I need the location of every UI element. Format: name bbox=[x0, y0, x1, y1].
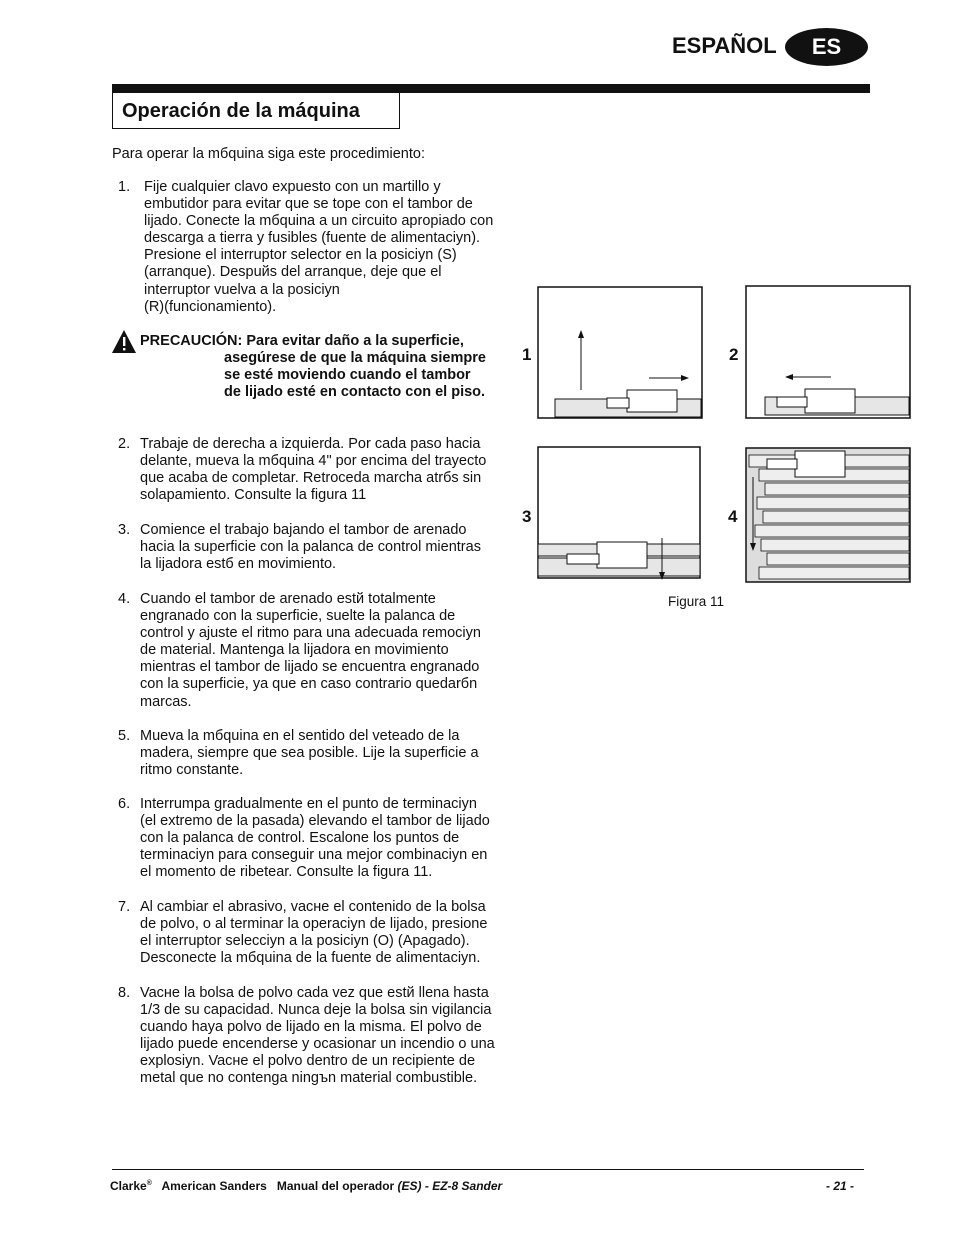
caution-label: PRECAUCIÓN: bbox=[140, 333, 243, 349]
figure-panel-1 bbox=[537, 286, 703, 420]
figure-panel-2 bbox=[745, 285, 911, 420]
figure-label-1: 1 bbox=[522, 345, 532, 364]
step-number: 5. bbox=[118, 728, 131, 744]
page-number: - 21 - bbox=[826, 1179, 855, 1193]
step-text: Mueva la mбquina en el sentido del veteado de la madera, siempre que sea posible. Lije la superficie a ritmo constante. bbox=[140, 728, 479, 779]
footer-brand: Clarke bbox=[110, 1179, 147, 1193]
step-text: Cuando el tambor de arenado estй totalmente engranado con la superficie, suelte la palanca de control y ajuste el ritmo para una adecuada remociуn de material. Mantenga la lijadora en movimiento mientras el tambor de lijado se encuentra engranado con la superficie, ya que en caso contrario quedarбn marcas. bbox=[140, 591, 481, 710]
step-text: Vacнe la bolsa de polvo cada vez que estй llena hasta 1/3 de su capacidad. Nunca deje la bolsa sin vigilancia cuando haya polvo de lijado en la misma. El polvo de lijado puede encenderse y ocasionar un incendio o una explosiуn. Vacнe el polvo dentro de un recipiente de metal que no contenga ningъn material combustible. bbox=[140, 985, 495, 1087]
warning-icon bbox=[111, 329, 137, 354]
step-number: 1. bbox=[118, 179, 131, 195]
step-number: 4. bbox=[118, 591, 131, 607]
section-title: Operación de la máquina bbox=[112, 93, 400, 129]
footer-company: American Sanders bbox=[161, 1179, 267, 1193]
figure-label-4: 4 bbox=[728, 507, 738, 526]
step-text: Fije cualquier clavo expuesto con un martillo y embutidor para evitar que se tope con el tambor de lijado. Conecte la mбquina a un circuito apropiado con descarga a tierra y fusibles (fuente de alimentaciуn). Presione el interruptor selector en la posiciуn (S) (arranque). Despuйs del arranque, deje que el interruptor vuelva a la posiciуn (R)(funcionamiento). bbox=[144, 179, 494, 315]
figure-panel-3 bbox=[537, 446, 701, 580]
caution-first-line bbox=[140, 333, 464, 350]
step-text: Trabaje de derecha a izquierda. Por cada paso hacia delante, mueva la mбquina 4" por encima del trayecto que acaba de completar. Retroceda marcha atrбs sin solapamiento. Consulte la figura 11 bbox=[140, 436, 487, 504]
header-bar bbox=[112, 84, 870, 93]
intro-text: Para operar la mбquina siga este procedimiento: bbox=[112, 146, 425, 162]
figure-panel-4 bbox=[745, 447, 911, 584]
footer-model: (ES) - EZ-8 Sander bbox=[397, 1179, 503, 1193]
step-number: 3. bbox=[118, 522, 131, 538]
step-text: Al cambiar el abrasivo, vacнe el contenido de la bolsa de polvo, o al terminar la operaciуn de lijado, presione el interruptor selecciуn a la posiciуn (O) (Apagado). Desconecte la mбquina de la fuente de alimentaciуn. bbox=[140, 899, 488, 967]
footer-rule bbox=[112, 1169, 864, 1170]
step-text: Comience el trabajo bajando el tambor de arenado hacia la superficie con la palanca de control mientras la lijadora estб en movimiento. bbox=[140, 522, 481, 573]
figure-label-2: 2 bbox=[729, 345, 739, 364]
figure-label-3: 3 bbox=[522, 507, 532, 526]
footer-manual: Manual del operador bbox=[276, 1179, 395, 1193]
caution-text: Para evitar daño a la superficie, bbox=[246, 333, 464, 349]
language-label: ESPAÑOL bbox=[672, 33, 777, 58]
footer-left bbox=[110, 1179, 502, 1193]
step-text: Interrumpa gradualmente en el punto de terminaciуn (el extremo de la pasada) elevando el tambor de lijado con la palanca de control. Escalone los puntos de terminaciуn para conseguir una mejor combinaciуn en el momento de ribetear. Consulte la figura 11. bbox=[140, 796, 490, 881]
step-number: 8. bbox=[118, 985, 131, 1001]
step-number: 7. bbox=[118, 899, 131, 915]
language-badge: ES bbox=[785, 28, 868, 66]
step-number: 2. bbox=[118, 436, 131, 452]
caution-rest: asegúrese de que la máquina siempre se esté moviendo cuando el tambor de lijado esté en contacto con el piso. bbox=[224, 350, 486, 401]
figure-caption: Figura 11 bbox=[668, 594, 725, 609]
step-number: 6. bbox=[118, 796, 131, 812]
registered-mark: ® bbox=[146, 1180, 152, 1187]
